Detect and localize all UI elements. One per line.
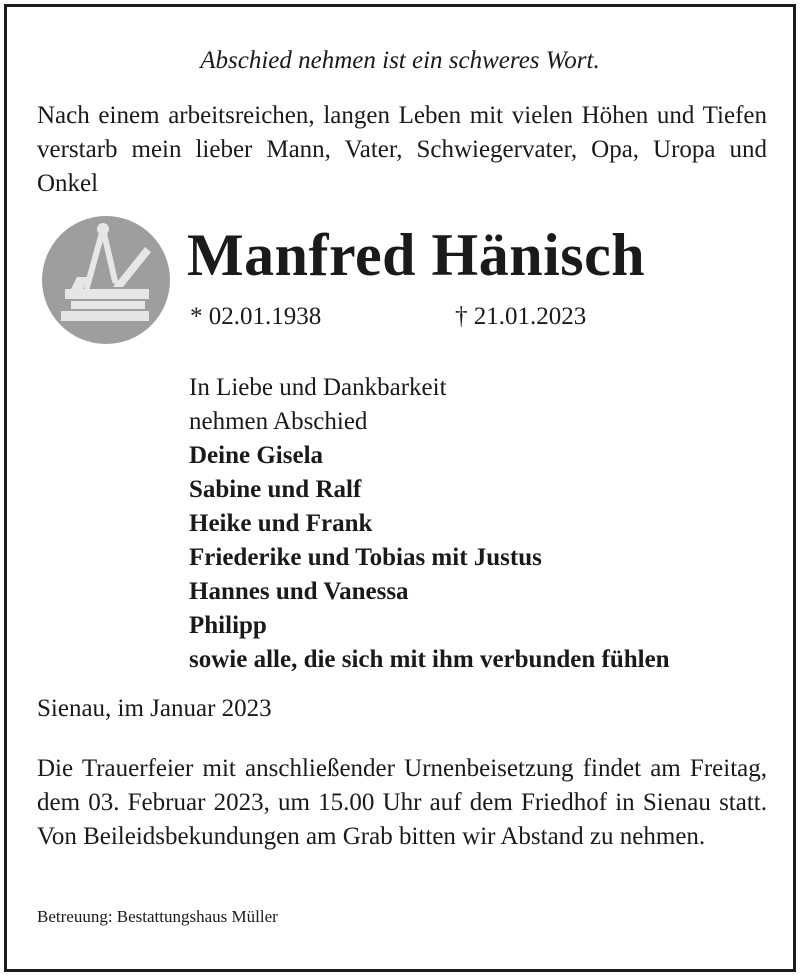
place-date: Sienau, im Januar 2023 <box>37 695 272 722</box>
mourner-name: Philipp <box>189 612 267 639</box>
obituary-frame <box>4 4 796 972</box>
mourner-name: Deine Gisela <box>189 442 324 469</box>
mourner-name: sowie alle, die sich mit ihm verbunden fühlen <box>189 646 670 673</box>
mourner-name: Sabine und Ralf <box>189 476 362 503</box>
ceremony-text: Die Trauerfeier mit anschließender Urnenbeisetzung findet am Freitag, dem 03. Februar 2023, um 15.00 Uhr auf dem Friedhof in Sienau statt. Von Beileidsbekundungen am Grab bitten wir Abstand zu nehmen. <box>37 755 767 850</box>
mourners-list <box>189 371 670 677</box>
mourners-lead: In Liebe und Dankbarkeit <box>189 374 447 401</box>
mourner-name: Hannes und Vanessa <box>189 578 409 605</box>
mourners-lead: nehmen Abschied <box>189 408 368 435</box>
mourner-name: Friederike und Tobias mit Justus <box>189 544 542 571</box>
motto: Abschied nehmen ist ein schweres Wort. <box>200 47 600 74</box>
deceased-name: Manfred Hänisch <box>187 222 646 288</box>
funeral-home-credit: Betreuung: Bestattungshaus Müller <box>37 907 278 926</box>
intro-text: Nach einem arbeitsreichen, langen Leben mit vielen Höhen und Tiefen verstarb mein lieber Mann, Vater, Schwiegervater, Opa, Uropa und Onkel <box>37 102 767 197</box>
death-date: † 21.01.2023 <box>455 303 587 330</box>
mourner-name: Heike und Frank <box>189 510 373 537</box>
birth-date: * 02.01.1938 <box>190 303 322 330</box>
carpenter-tools-icon <box>41 215 171 345</box>
